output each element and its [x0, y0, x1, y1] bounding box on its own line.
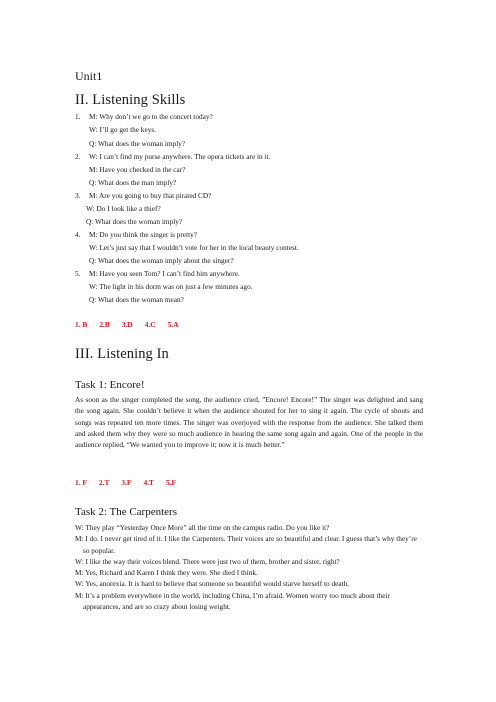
unit-title: Unit1 [75, 69, 103, 83]
item-number: 1. [75, 112, 81, 121]
answer: 3.D [121, 320, 133, 329]
item-number: 5. [75, 269, 81, 278]
question-line: Q: What does the woman imply? [89, 139, 186, 148]
answer: 3.F [121, 478, 132, 487]
section-heading-listening-in: III. Listening In [75, 346, 169, 362]
question-line: Q: What does the woman imply about the singer? [89, 256, 234, 265]
dialog-line: M: Have you checked in the car? [89, 165, 186, 174]
dialog-line: M: Are you going to buy that pirated CD? [89, 191, 212, 200]
dialog-line: M: Do you think the singer is pretty? [89, 230, 198, 239]
dialog-line: W: I’ll go get the keys. [89, 125, 157, 134]
dialog-line: M: Why don’t we go to the concert today? [89, 112, 213, 121]
dialog-line: M: Yes, Richard and Karen I think they were. She died I think. [75, 568, 258, 578]
question-line: Q: What does the man imply? [89, 178, 177, 187]
answer: 1. B [75, 320, 88, 329]
dialog-line: W: The light in his dorm was on just a few minutes ago. [89, 282, 253, 291]
item-number: 2. [75, 152, 81, 161]
answer-key [75, 320, 190, 329]
answer-key [75, 478, 188, 487]
dialog-line: W: I can’t find my purse anywhere. The opera tickets are in it. [89, 152, 271, 161]
dialog-line: W: Do I look like a thief? [86, 204, 161, 213]
answer: 1. F [75, 478, 87, 487]
dialog-line: W: I like the way their voices blend. There were just two of them, brother and sister, right? [75, 556, 340, 566]
dialog-line: W: They play “Yesterday Once More” all the time on the campus radio. Do you like it? [75, 523, 330, 532]
dialog-line: W: Yes, anorexia. It is hard to believe that someone so beautiful would starve herself to death. [75, 579, 350, 589]
item-number: 3. [75, 191, 81, 200]
answer: 4.T [143, 478, 154, 487]
answer: 2.T [98, 478, 110, 487]
item-number: 4. [75, 230, 81, 239]
dialog-line: M: I do. I never get tired of it. I like the Carpenters. Their voices are so beautiful and clear. I guess that’s why they’re so popular. [75, 534, 417, 555]
question-line: Q: What does the woman imply? [86, 217, 183, 226]
dialog-line: M: Have you seen Tom? I can’t find him anywhere. [89, 269, 240, 278]
answer: 2.B [99, 320, 110, 329]
task2-dialogue [75, 522, 423, 612]
section-heading-listening-skills: II. Listening Skills [75, 92, 186, 108]
dialog-line: M: It’s a problem everywhere in the world, including China, I’m afraid. Women worry too much about their appearances, and are so crazy about losing weight. [75, 590, 390, 612]
dialog-line: W: Let’s just say that I wouldn’t vote for her in the local beauty contest. [89, 243, 299, 252]
question-line: Q: What does the woman mean? [89, 295, 184, 304]
answer: 5.F [165, 478, 176, 487]
answer: 5.A [167, 320, 179, 329]
answer: 4.C [144, 320, 156, 329]
task1-paragraph: As soon as the singer completed the song, the audience cried, ”Encore! Encore!” The singer was delighted and sang the song again. She couldn’t believe it when the audience shouted for her to sing it again. The cycle of shouts and songs was repeated ten more times. The singer was overjoyed with the response from the audience. She talked them and asked them why they were so much audience in hearing the same song again and again. One of the people in the audience replied, “We wanted you to improve it; now it is much better.” [75, 395, 423, 450]
task1-title: Task 1: Encore! [75, 379, 145, 391]
task2-title: Task 2: The Carpenters [75, 506, 177, 518]
